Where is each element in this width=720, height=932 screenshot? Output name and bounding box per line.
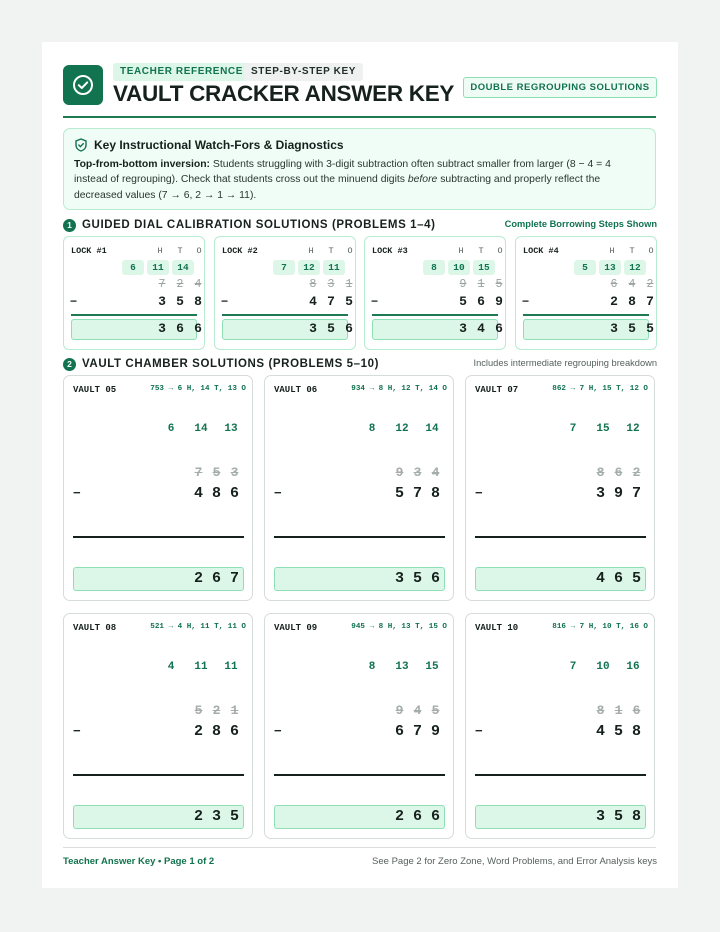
- answer-digit: 6: [211, 570, 221, 587]
- subtrahend-digit: 3: [595, 485, 605, 502]
- answer-line: [523, 314, 649, 316]
- minus-sign: −: [274, 486, 282, 501]
- section-1-note: Complete Borrowing Steps Shown: [504, 219, 657, 229]
- regrouped-digit: 12: [626, 423, 640, 435]
- lock-card: [214, 236, 356, 350]
- step-by-step-tag: STEP-BY-STEP KEY: [244, 63, 363, 81]
- vault-label: VAULT 07: [475, 385, 519, 395]
- diagnostics-text-part1: Students struggling with 3-digit subtraction often subtract smaller from larger (8 − 4 = 4 instead of regrouping). Check that students cross out the minuend digits: [74, 159, 611, 186]
- answer-digit: 6: [345, 321, 353, 336]
- subtrahend-digit: 8: [211, 485, 221, 502]
- answer-digit: 6: [495, 321, 503, 336]
- regrouped-digit: 15: [425, 661, 439, 673]
- minus-sign: −: [522, 295, 530, 309]
- answer-digit: 3: [459, 321, 467, 336]
- regrouping-breakdown: 945 → 8 H, 13 T, 15 O: [351, 623, 447, 631]
- crossed-out-digit: 7: [158, 278, 166, 291]
- crossed-out-digit: 6: [610, 278, 618, 291]
- regrouped-digit-chip: 7: [273, 260, 295, 275]
- regrouped-digit: 11: [224, 661, 238, 673]
- subtrahend-digit: 5: [176, 294, 184, 309]
- answer-digit: 6: [176, 321, 184, 336]
- subtrahend-digit: 6: [229, 485, 239, 502]
- subtrahend-digit: 8: [194, 294, 202, 309]
- place-value-header: H: [308, 246, 314, 256]
- answer-digit: 5: [628, 321, 636, 336]
- vault-label: VAULT 08: [73, 623, 117, 633]
- regrouped-digit-chip: 11: [323, 260, 345, 275]
- answer-line: [222, 314, 348, 316]
- regrouped-digit-chip: 14: [172, 260, 194, 275]
- vault-label: VAULT 06: [274, 385, 318, 395]
- diagnostics-emphasis: before: [407, 174, 438, 186]
- answer-line: [73, 774, 244, 776]
- crossed-out-digit: 9: [395, 703, 404, 718]
- subtrahend-digit: 9: [613, 485, 623, 502]
- subtrahend-digit: 9: [495, 294, 503, 309]
- lock-label: LOCK #2: [222, 246, 258, 256]
- crossed-out-digit: 3: [327, 278, 335, 291]
- regrouped-digit-chip: 15: [473, 260, 495, 275]
- header-divider: [63, 116, 656, 118]
- regrouped-digit: 8: [368, 661, 376, 673]
- regrouping-breakdown: 816 → 7 H, 10 T, 16 O: [552, 623, 648, 631]
- minus-sign: −: [70, 295, 78, 309]
- answer-line: [274, 536, 445, 538]
- answer-line: [274, 774, 445, 776]
- crossed-out-digit: 6: [614, 465, 623, 480]
- crossed-out-digit: 8: [596, 465, 605, 480]
- subtrahend-digit: 5: [345, 294, 353, 309]
- place-value-header: T: [328, 246, 334, 256]
- answer-digit: 6: [430, 808, 440, 825]
- answer-digit: 3: [394, 570, 404, 587]
- place-value-header: H: [458, 246, 464, 256]
- subtrahend-digit: 4: [595, 723, 605, 740]
- regrouped-digit: 15: [596, 423, 610, 435]
- regrouping-breakdown: 753 → 6 H, 14 T, 13 O: [150, 385, 246, 393]
- subtrahend-digit: 5: [459, 294, 467, 309]
- crossed-out-digit: 3: [413, 465, 422, 480]
- regrouped-digit: 13: [395, 661, 409, 673]
- footer-note: See Page 2 for Zero Zone, Word Problems, and Error Analysis keys: [372, 856, 657, 867]
- regrouped-digit-chip: 13: [599, 260, 621, 275]
- place-value-header: O: [648, 246, 654, 256]
- answer-line: [475, 536, 646, 538]
- answer-digit: 5: [327, 321, 335, 336]
- page-title: VAULT CRACKER ANSWER KEY: [113, 81, 455, 106]
- regrouping-breakdown: 934 → 8 H, 12 T, 14 O: [351, 385, 447, 393]
- lock-card: [364, 236, 506, 350]
- answer-digit: 2: [193, 570, 203, 587]
- answer-key-page: [42, 42, 678, 888]
- minus-sign: −: [73, 724, 81, 739]
- regrouped-digit: 16: [626, 661, 640, 673]
- answer-digit: 8: [631, 808, 641, 825]
- section-2-title: VAULT CHAMBER SOLUTIONS (PROBLEMS 5–10): [82, 358, 380, 370]
- answer-digit: 6: [412, 808, 422, 825]
- crossed-out-digit: 2: [212, 703, 221, 718]
- crossed-out-digit: 9: [395, 465, 404, 480]
- subtrahend-digit: 4: [193, 485, 203, 502]
- crossed-out-digit: 5: [194, 703, 203, 718]
- place-value-header: T: [177, 246, 183, 256]
- answer-digit: 3: [309, 321, 317, 336]
- crossed-out-digit: 9: [459, 278, 467, 291]
- crossed-out-digit: 4: [431, 465, 440, 480]
- regrouped-digit: 8: [368, 423, 376, 435]
- answer-digit: 5: [229, 808, 239, 825]
- lock-label: LOCK #1: [71, 246, 107, 256]
- regrouped-digit: 11: [194, 661, 208, 673]
- regrouped-digit-chip: 6: [122, 260, 144, 275]
- answer-digit: 3: [211, 808, 221, 825]
- place-value-header: O: [497, 246, 503, 256]
- answer-digit: 6: [430, 570, 440, 587]
- regrouping-breakdown: 862 → 7 H, 15 T, 12 O: [552, 385, 648, 393]
- vault-card: [63, 613, 253, 839]
- answer-digit: 7: [229, 570, 239, 587]
- minus-sign: −: [73, 486, 81, 501]
- subtrahend-digit: 7: [646, 294, 654, 309]
- crossed-out-digit: 1: [614, 703, 623, 718]
- subtrahend-digit: 9: [430, 723, 440, 740]
- teacher-reference-tag: TEACHER REFERENCE: [113, 63, 250, 81]
- diagnostics-text: [74, 157, 644, 203]
- answer-digit: 5: [412, 570, 422, 587]
- crossed-out-digit: 5: [431, 703, 440, 718]
- minus-sign: −: [475, 486, 483, 501]
- lock-label: LOCK #4: [523, 246, 559, 256]
- place-value-header: O: [347, 246, 353, 256]
- regrouping-breakdown: 521 → 4 H, 11 T, 11 O: [150, 623, 246, 631]
- answer-digit: 3: [158, 321, 166, 336]
- crossed-out-digit: 4: [628, 278, 636, 291]
- crossed-out-digit: 5: [495, 278, 503, 291]
- lock-label: LOCK #3: [372, 246, 408, 256]
- crossed-out-digit: 1: [345, 278, 353, 291]
- answer-digit: 5: [613, 808, 623, 825]
- section-1-number: 1: [63, 219, 76, 232]
- crossed-out-digit: 8: [596, 703, 605, 718]
- place-value-header: T: [629, 246, 635, 256]
- vault-label: VAULT 05: [73, 385, 117, 395]
- crossed-out-digit: 1: [230, 703, 239, 718]
- regrouped-digit: 4: [167, 661, 175, 673]
- crossed-out-digit: 2: [632, 465, 641, 480]
- subtrahend-digit: 6: [477, 294, 485, 309]
- crossed-out-digit: 6: [632, 703, 641, 718]
- answer-digit: 3: [610, 321, 618, 336]
- answer-line: [73, 536, 244, 538]
- place-value-header: T: [478, 246, 484, 256]
- answer-digit: 5: [631, 570, 641, 587]
- regrouped-digit-chip: 5: [574, 260, 596, 275]
- shield-check-icon: [74, 138, 88, 152]
- answer-digit: 3: [595, 808, 605, 825]
- crossed-out-digit: 2: [646, 278, 654, 291]
- answer-digit: 6: [194, 321, 202, 336]
- diagnostics-title: Key Instructional Watch-Fors & Diagnostics: [94, 138, 344, 152]
- section-2-heading: [63, 357, 379, 371]
- minus-sign: −: [371, 295, 379, 309]
- section-1-title: GUIDED DIAL CALIBRATION SOLUTIONS (PROBLEMS 1–4): [82, 219, 436, 231]
- vault-card: [264, 375, 454, 601]
- answer-line: [372, 314, 498, 316]
- regrouped-digit-chip: 12: [624, 260, 646, 275]
- section-2-number: 2: [63, 358, 76, 371]
- diagnostics-box: [63, 128, 656, 210]
- vault-card: [264, 613, 454, 839]
- crossed-out-digit: 4: [413, 703, 422, 718]
- crossed-out-digit: 2: [176, 278, 184, 291]
- crossed-out-digit: 5: [212, 465, 221, 480]
- regrouped-digit: 7: [569, 661, 577, 673]
- check-badge-icon: [63, 65, 103, 105]
- answer-line: [71, 314, 197, 316]
- subtrahend-digit: 6: [394, 723, 404, 740]
- section-1-heading: [63, 218, 436, 232]
- answer-digit: 4: [595, 570, 605, 587]
- vault-label: VAULT 09: [274, 623, 318, 633]
- lock-card: [515, 236, 657, 350]
- answer-digit: 6: [613, 570, 623, 587]
- diagnostics-text-part2: subtracting and properly reflect the decreased values (7 → 6, 2 → 1 → 11).: [74, 174, 601, 201]
- subtrahend-digit: 7: [412, 485, 422, 502]
- subtrahend-digit: 8: [628, 294, 636, 309]
- place-value-header: H: [157, 246, 163, 256]
- subtrahend-digit: 8: [631, 723, 641, 740]
- regrouped-digit: 13: [224, 423, 238, 435]
- answer-digit: 5: [646, 321, 654, 336]
- crossed-out-digit: 1: [477, 278, 485, 291]
- subtrahend-digit: 3: [158, 294, 166, 309]
- regrouped-digit: 14: [425, 423, 439, 435]
- footer-page-label: Teacher Answer Key • Page 1 of 2: [63, 856, 215, 867]
- answer-digit: 2: [394, 808, 404, 825]
- diagnostics-lead: Top-from-bottom inversion:: [74, 159, 211, 170]
- subtrahend-digit: 2: [610, 294, 618, 309]
- vault-card: [63, 375, 253, 601]
- section-2-note: Includes intermediate regrouping breakdown: [473, 358, 657, 368]
- answer-digit: 2: [193, 808, 203, 825]
- crossed-out-digit: 4: [194, 278, 202, 291]
- minus-sign: −: [274, 724, 282, 739]
- vault-label: VAULT 10: [475, 623, 519, 633]
- regrouped-digit: 7: [569, 423, 577, 435]
- answer-line: [475, 774, 646, 776]
- subtrahend-digit: 7: [327, 294, 335, 309]
- minus-sign: −: [475, 724, 483, 739]
- footer-divider: [63, 847, 656, 848]
- vault-card: [465, 375, 655, 601]
- subtrahend-digit: 7: [631, 485, 641, 502]
- answer-digit: 4: [477, 321, 485, 336]
- subtrahend-digit: 5: [613, 723, 623, 740]
- regrouped-digit-chip: 12: [298, 260, 320, 275]
- regrouped-digit-chip: 11: [147, 260, 169, 275]
- regrouped-digit: 6: [167, 423, 175, 435]
- subtrahend-digit: 8: [211, 723, 221, 740]
- subtrahend-digit: 4: [309, 294, 317, 309]
- place-value-header: H: [609, 246, 615, 256]
- subtrahend-digit: 5: [394, 485, 404, 502]
- regrouped-digit: 12: [395, 423, 409, 435]
- regrouped-digit: 10: [596, 661, 610, 673]
- regrouped-digit-chip: 8: [423, 260, 445, 275]
- subtrahend-digit: 8: [430, 485, 440, 502]
- place-value-header: O: [196, 246, 202, 256]
- vault-card: [465, 613, 655, 839]
- minus-sign: −: [221, 295, 229, 309]
- regrouped-digit-chip: 10: [448, 260, 470, 275]
- subtrahend-digit: 2: [193, 723, 203, 740]
- crossed-out-digit: 3: [230, 465, 239, 480]
- crossed-out-digit: 7: [194, 465, 203, 480]
- crossed-out-digit: 8: [309, 278, 317, 291]
- regrouped-digit: 14: [194, 423, 208, 435]
- solutions-badge: DOUBLE REGROUPING SOLUTIONS: [463, 77, 657, 98]
- subtrahend-digit: 6: [229, 723, 239, 740]
- lock-card: [63, 236, 205, 350]
- subtrahend-digit: 7: [412, 723, 422, 740]
